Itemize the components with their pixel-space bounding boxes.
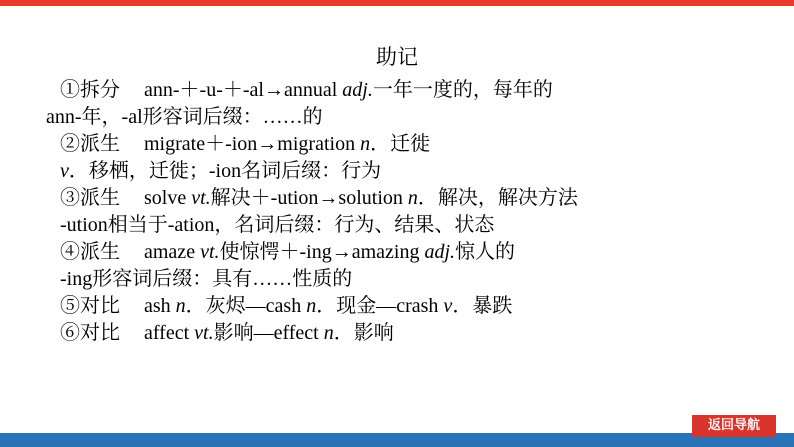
- line-10-pos: vt.: [194, 322, 214, 344]
- top-accent-bar: [0, 0, 794, 6]
- line-8: [60, 266, 352, 292]
- line-7-marker: ④派生: [60, 241, 120, 263]
- line-9-text: ash: [144, 295, 176, 317]
- line-5-pos-2: n: [407, 187, 418, 209]
- back-to-navigation-button[interactable]: 返回导航: [692, 415, 776, 437]
- line-9-tail-3: ．暴跌: [452, 295, 513, 317]
- line-10: [60, 320, 394, 346]
- line-6: [60, 212, 494, 238]
- line-9-tail: ．灰烬—cash: [185, 295, 307, 317]
- line-5-text: solve: [144, 187, 192, 209]
- line-9-tail-2: ．现金—crash: [316, 295, 444, 317]
- line-10-pos-2: n: [323, 322, 334, 344]
- bottom-accent-bar: [0, 433, 794, 447]
- line-2: [46, 104, 323, 130]
- line-7-text: amaze: [144, 241, 201, 263]
- line-3-pos: n: [360, 133, 371, 155]
- line-3-tail: ．迁徙: [370, 133, 431, 155]
- line-9: [60, 293, 512, 319]
- line-5: [60, 185, 578, 211]
- line-4: [60, 158, 381, 184]
- line-9-pos-2: n: [306, 295, 317, 317]
- line-4-tail: ．移栖，迁徙；-ion名词后缀：行为: [68, 160, 382, 182]
- line-7: [60, 239, 515, 265]
- line-5-marker: ③派生: [60, 187, 120, 209]
- line-9-pos-3: v: [443, 295, 453, 317]
- line-2-text: ann-年，-al形容词后缀：……的: [46, 106, 323, 128]
- line-8-text: -ing形容词后缀：具有……性质的: [60, 268, 353, 290]
- line-7-tail-2: 惊人的: [455, 241, 516, 263]
- line-7-tail: 使惊愕＋-ing→amazing: [219, 241, 425, 263]
- line-7-pos-2: adj.: [424, 241, 456, 263]
- line-6-text: -ution相当于-ation，名词后缀：行为、结果、状态: [60, 214, 495, 236]
- line-10-tail-2: ．影响: [333, 322, 394, 344]
- line-1-marker: ①拆分: [60, 79, 120, 101]
- line-1-tail: 一年一度的，每年的: [372, 79, 553, 101]
- line-1-pos: adj.: [342, 79, 373, 101]
- line-7-pos: vt.: [200, 241, 220, 263]
- line-3-text: migrate＋-ion→migration: [144, 133, 361, 155]
- line-9-marker: ⑤对比: [60, 295, 120, 317]
- line-3-marker: ②派生: [60, 133, 120, 155]
- line-10-marker: ⑥对比: [60, 322, 120, 344]
- section-title: 助记: [376, 45, 418, 69]
- line-4-pos: v: [60, 160, 69, 182]
- line-10-text: affect: [144, 322, 195, 344]
- line-9-pos: n: [175, 295, 186, 317]
- line-5-pos: vt.: [191, 187, 211, 209]
- line-5-tail: 解决＋-ution→solution: [210, 187, 408, 209]
- line-3: [60, 131, 430, 157]
- line-5-tail-2: ．解决，解决方法: [417, 187, 578, 209]
- line-1: [60, 77, 553, 103]
- line-10-tail: 影响—effect: [213, 322, 324, 344]
- line-1-text: ann-＋-u-＋-al→annual: [144, 79, 343, 101]
